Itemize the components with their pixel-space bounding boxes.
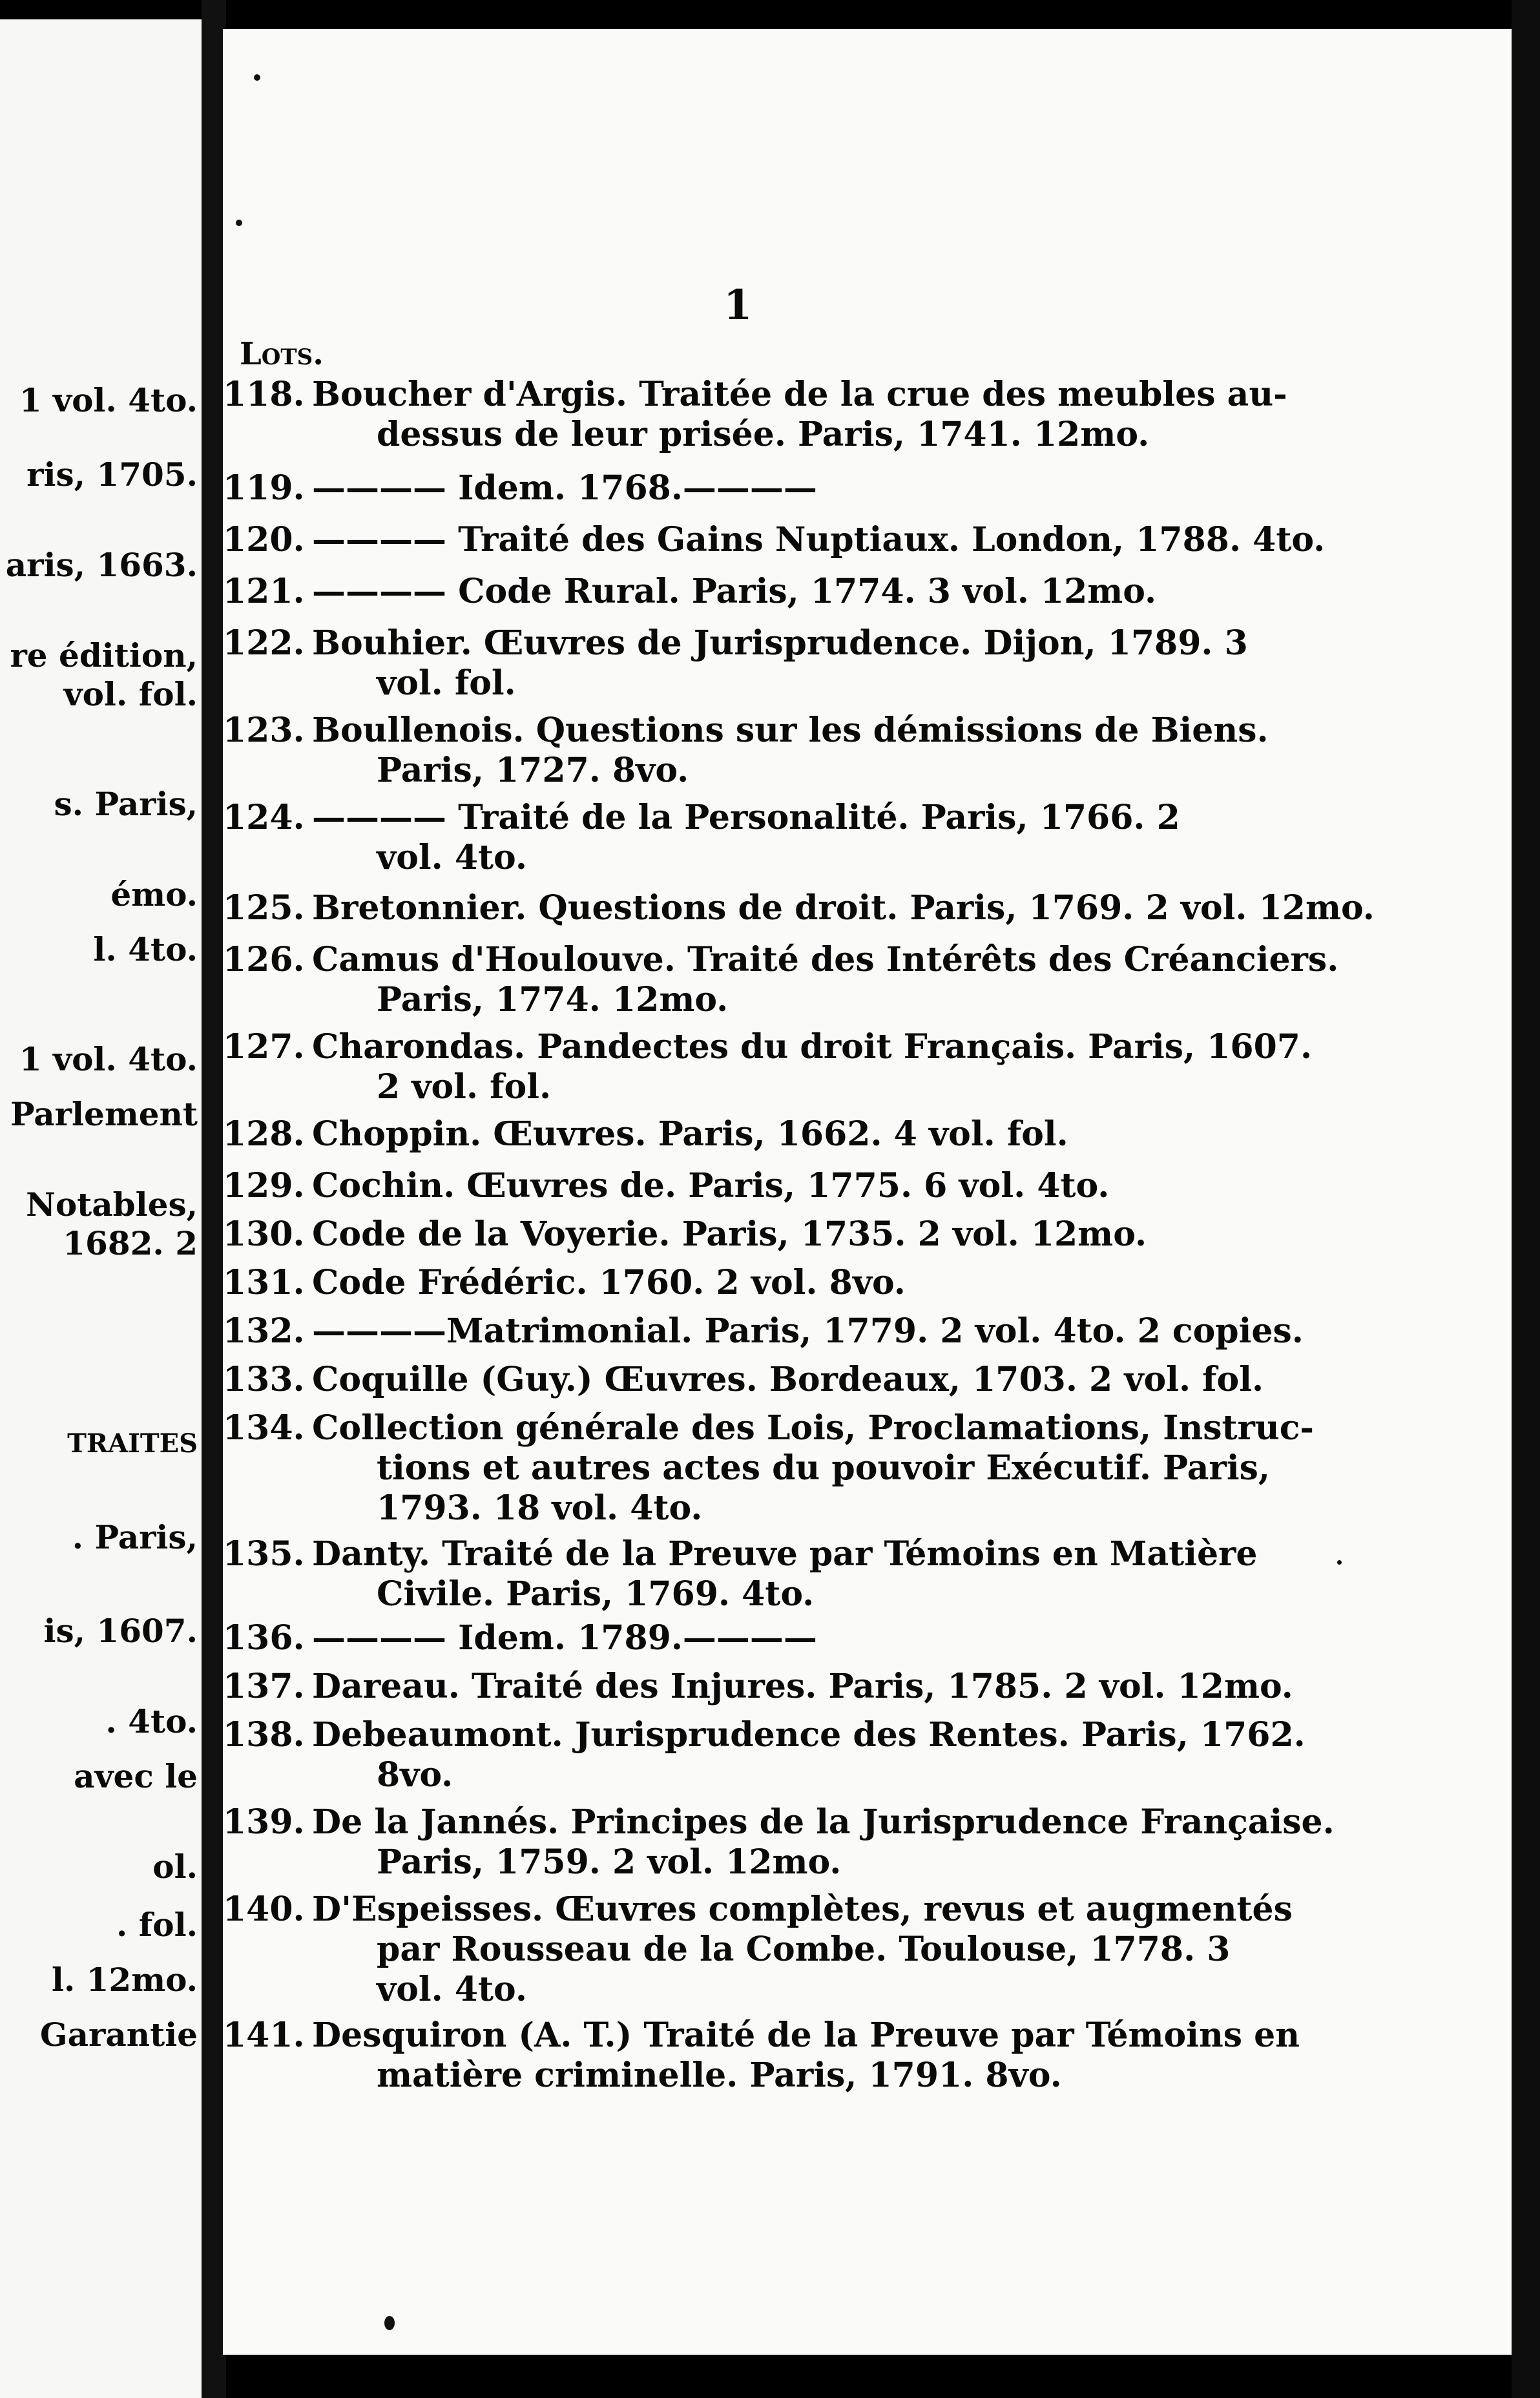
lot-text: Collection générale des Lois, Proclamations, Instruc-: [312, 1408, 1314, 1448]
lot-text: Dareau. Traité des Injures. Paris, 1785. 2 vol. 12mo.: [312, 1667, 1293, 1706]
lot-number: 127.: [223, 1027, 305, 1067]
left-page-line: . fol.: [116, 1906, 198, 1944]
lot-text: vol. 4to.: [377, 838, 527, 877]
lot-entry: [223, 1360, 1264, 1400]
lots-header: Lots.: [240, 336, 324, 372]
lot-entry: [223, 1618, 817, 1658]
lot-number: 141.: [223, 2016, 305, 2055]
lot-text: dessus de leur prisée. Paris, 1741. 12mo.: [377, 415, 1150, 454]
lot-entry: [223, 888, 1375, 928]
lot-text: 8vo.: [377, 1755, 453, 1795]
lot-text: ———— Idem. 1768.————: [312, 468, 817, 508]
lot-text: D'Espeisses. Œuvres complètes, revus et augmentés: [312, 1890, 1293, 1929]
lot-text: vol. 4to.: [377, 1970, 527, 2009]
lot-entry: [223, 711, 1269, 791]
left-page-line: l. 12mo.: [51, 1961, 198, 1999]
ink-speck: [1337, 1560, 1342, 1565]
lot-number: 136.: [223, 1618, 305, 1658]
lot-text: 2 vol. fol.: [377, 1067, 552, 1107]
lot-entry: [223, 1802, 1335, 1882]
lot-text: Bretonnier. Questions de droit. Paris, 1769. 2 vol. 12mo.: [312, 888, 1375, 928]
lot-entry: [223, 623, 1248, 704]
lot-number: 135.: [223, 1534, 305, 1574]
lot-text: De la Jannés. Principes de la Jurisprudence Française.: [312, 1802, 1335, 1842]
lot-entry: [223, 1311, 1304, 1351]
lot-number: 124.: [223, 798, 305, 837]
lot-number: 134.: [223, 1408, 305, 1448]
right-page: [223, 29, 1512, 2355]
lot-entry: [223, 1114, 1068, 1154]
lot-entry: [223, 468, 817, 508]
lot-number: 129.: [223, 1166, 305, 1205]
lot-entry: [223, 1890, 1293, 2010]
lot-number: 119.: [223, 468, 305, 508]
lot-text: Boullenois. Questions sur les démissions de Biens.: [312, 711, 1269, 750]
lot-text: Bouhier. Œuvres de Jurisprudence. Dijon, 1789. 3: [312, 623, 1248, 663]
left-page-line: ris, 1705.: [26, 455, 198, 494]
lot-text: Choppin. Œuvres. Paris, 1662. 4 vol. fol.: [312, 1114, 1068, 1154]
lot-entry: [223, 940, 1338, 1020]
lot-text: Paris, 1759. 2 vol. 12mo.: [377, 1842, 842, 1882]
lot-entry: [223, 572, 1156, 612]
lot-entry: [223, 798, 1180, 878]
lot-text: 1793. 18 vol. 4to.: [377, 1488, 703, 1528]
lot-text: vol. fol.: [377, 663, 516, 703]
lot-number: 122.: [223, 623, 305, 663]
left-page-line: Garantie: [39, 2016, 198, 2054]
lot-number: 128.: [223, 1114, 305, 1154]
lot-number: 131.: [223, 1263, 305, 1302]
left-page-line: TRAITES: [67, 1428, 198, 1459]
left-page-line: . 4to.: [105, 1702, 198, 1740]
page-edge: [1512, 0, 1540, 2398]
lot-number: 130.: [223, 1215, 305, 1254]
lot-text: Code de la Voyerie. Paris, 1735. 2 vol. 12mo.: [312, 1215, 1147, 1254]
lot-text: ———— Traité de la Personalité. Paris, 1766. 2: [312, 798, 1180, 837]
lot-number: 126.: [223, 940, 305, 979]
left-page-line: émo.: [110, 875, 198, 913]
lot-number: 121.: [223, 572, 305, 611]
left-page-line: 1682. 2: [63, 1224, 198, 1262]
left-page-line: 1 vol. 4to.: [19, 1040, 198, 1078]
left-page-line: avec le: [74, 1757, 198, 1795]
lot-text: ————Matrimonial. Paris, 1779. 2 vol. 4to. 2 copies.: [312, 1311, 1304, 1351]
lot-number: 125.: [223, 888, 305, 928]
lot-entry: [223, 1166, 1109, 1206]
lot-entry: [223, 1408, 1314, 1528]
lot-text: ———— Traité des Gains Nuptiaux. London, 1788. 4to.: [312, 520, 1326, 559]
lot-text: Coquille (Guy.) Œuvres. Bordeaux, 1703. 2 vol. fol.: [312, 1360, 1264, 1399]
lot-text: Desquiron (A. T.) Traité de la Preuve par Témoins en: [312, 2016, 1300, 2055]
lot-text: Camus d'Houlouve. Traité des Intérêts des Créanciers.: [312, 940, 1339, 979]
lot-number: 137.: [223, 1667, 305, 1706]
lot-number: 118.: [223, 375, 305, 414]
left-page-line: Notables,: [26, 1185, 198, 1224]
lot-entry: [223, 1667, 1293, 1707]
lot-text: Civile. Paris, 1769. 4to.: [377, 1574, 815, 1614]
lot-text: par Rousseau de la Combe. Toulouse, 1778. 3: [377, 1930, 1231, 1969]
lot-entry: [223, 1263, 906, 1303]
left-page: [0, 19, 202, 2398]
lot-entry: [223, 2016, 1300, 2096]
lot-entry: [223, 520, 1325, 560]
lot-number: 120.: [223, 520, 305, 559]
lot-number: 139.: [223, 1802, 305, 1842]
lot-text: Code Frédéric. 1760. 2 vol. 8vo.: [312, 1263, 906, 1302]
left-page-line: 1 vol. 4to.: [19, 381, 198, 419]
ink-speck: [236, 220, 242, 226]
lot-text: tions et autres actes du pouvoir Exécutif. Paris,: [377, 1448, 1270, 1488]
left-page-line: ol.: [152, 1848, 198, 1886]
lot-entry: [223, 1715, 1306, 1795]
lot-text: Paris, 1774. 12mo.: [377, 980, 729, 1019]
lot-text: matière criminelle. Paris, 1791. 8vo.: [377, 2056, 1062, 2095]
lot-text: ———— Idem. 1789.————: [312, 1618, 817, 1658]
left-page-line: vol. fol.: [63, 675, 198, 713]
lot-text: Paris, 1727. 8vo.: [377, 751, 689, 790]
lot-entry: [223, 1215, 1147, 1255]
lot-text: Danty. Traité de la Preuve par Témoins en Matière: [312, 1534, 1258, 1574]
lot-number: 123.: [223, 711, 305, 750]
lot-number: 133.: [223, 1360, 305, 1399]
lot-text: Charondas. Pandectes du droit Français. Paris, 1607.: [312, 1027, 1313, 1067]
left-page-line: Parlement: [10, 1095, 198, 1133]
lot-text: Boucher d'Argis. Traitée de la crue des meubles au-: [312, 375, 1287, 414]
left-page-line: . Paris,: [72, 1518, 198, 1556]
lot-text: Debeaumont. Jurisprudence des Rentes. Paris, 1762.: [312, 1715, 1306, 1755]
left-page-line: aris, 1663.: [5, 546, 198, 584]
lot-entry: [223, 375, 1287, 455]
lot-text: Cochin. Œuvres de. Paris, 1775. 6 vol. 4to.: [312, 1166, 1110, 1205]
ink-speck: [384, 2316, 395, 2330]
page-number: 1: [723, 281, 753, 329]
lot-number: 140.: [223, 1890, 305, 1929]
ink-speck: [254, 74, 260, 81]
left-page-line: s. Paris,: [54, 785, 198, 823]
lot-entry: [223, 1027, 1312, 1107]
lot-entry: [223, 1534, 1258, 1614]
left-page-line: is, 1607.: [43, 1612, 198, 1650]
left-page-line: l. 4to.: [93, 930, 198, 968]
lot-number: 132.: [223, 1311, 305, 1351]
lot-number: 138.: [223, 1715, 305, 1755]
lot-text: ———— Code Rural. Paris, 1774. 3 vol. 12mo.: [312, 572, 1157, 611]
left-page-line: re édition,: [10, 636, 198, 674]
